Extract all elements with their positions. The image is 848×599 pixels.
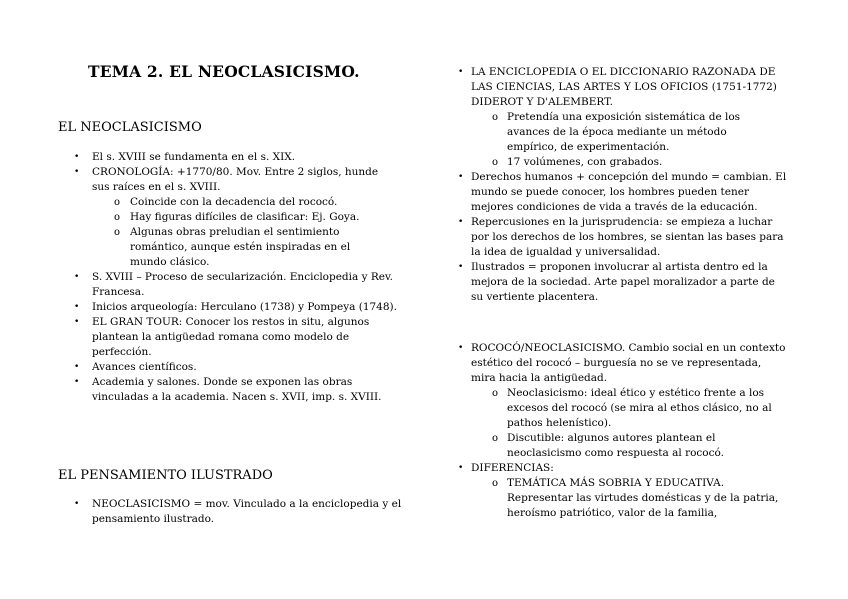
list-item: • DIFERENCIAS: bbox=[458, 461, 788, 476]
sub-list-item: o Algunas obras preludian el sentimiento romántico, aunque estén inspiradas en el mundo clásico. bbox=[114, 225, 403, 270]
page-title: TEMA 2. EL NEOCLASICISMO. bbox=[88, 62, 360, 81]
list-item: • Repercusiones en la jurisprudencia: se empieza a luchar por los derechos de los hombres, se sientan las bases para la idea de igualdad y universalidad. bbox=[458, 215, 788, 260]
section-pensamiento-list bbox=[58, 497, 403, 527]
list-item: • Ilustrados = proponen involucrar al artista dentro ed la mejora de la sociedad. Arte papel moralizador a parte de su vertiente placentera. bbox=[458, 260, 788, 305]
list-item: • S. XVIII – Proceso de secularización. Enciclopedia y Rev. Francesa. bbox=[58, 270, 403, 300]
rococo-neoclasicismo-list bbox=[458, 341, 788, 521]
section-heading-pensamiento-ilustrado: EL PENSAMIENTO ILUSTRADO bbox=[58, 468, 273, 483]
list-item: • EL GRAN TOUR: Conocer los restos in situ, algunos plantean la antigüedad romana como modelo de perfección. bbox=[58, 315, 403, 360]
enciclopedia-list bbox=[458, 65, 788, 305]
sub-list-item: o Hay figuras difíciles de clasificar: Ej. Goya. bbox=[114, 210, 403, 225]
sub-list-item: o Coincide con la decadencia del rococó. bbox=[114, 195, 403, 210]
list-item: • Derechos humanos + concepción del mundo = cambian. El mundo se puede conocer, los hombres pueden tener mejores condiciones de vida a través de la educación. bbox=[458, 170, 788, 215]
list-item: • ROCOCÓ/NEOCLASICISMO. Cambio social en un contexto estético del rococó – burguesía no se ve representada, mira hacia la antigüedad. bbox=[458, 341, 788, 386]
sub-list-item: o Discutible: algunos autores plantean el neoclasicismo como respuesta al rococó. bbox=[492, 431, 788, 461]
list-item: • Inicios arqueología: Herculano (1738) y Pompeya (1748). bbox=[58, 300, 403, 315]
list-item: • NEOCLASICISMO = mov. Vinculado a la enciclopedia y el pensamiento ilustrado. bbox=[58, 497, 403, 527]
sub-list-item: o Pretendía una exposición sistemática de los avances de la época mediante un método empírico, de experimentación. bbox=[492, 110, 788, 155]
list-item: • Academia y salones. Donde se exponen las obras vinculadas a la academia. Nacen s. XVII, imp. s. XVIII. bbox=[58, 375, 403, 405]
list-item: • Avances científicos. bbox=[58, 360, 403, 375]
list-item: • El s. XVIII se fundamenta en el s. XIX. bbox=[58, 150, 403, 165]
sub-list-item: o TEMÁTICA MÁS SOBRIA Y EDUCATIVA. Representar las virtudes domésticas y de la patria, heroísmo patriótico, valor de la familia, bbox=[492, 476, 788, 521]
list-item: • CRONOLOGÍA: +1770/80. Mov. Entre 2 siglos, hunde sus raíces en el s. XVIII. bbox=[58, 165, 403, 195]
sub-list-item: o 17 volúmenes, con grabados. bbox=[492, 155, 788, 170]
sub-list-item: o Neoclasicismo: ideal ético y estético frente a los excesos del rococó (se mira al ethos clásico, no al pathos helenístico). bbox=[492, 386, 788, 431]
section-heading-neoclasicismo: EL NEOCLASICISMO bbox=[58, 120, 202, 135]
list-item: • LA ENCICLOPEDIA O EL DICCIONARIO RAZONADA DE LAS CIENCIAS, LAS ARTES Y LOS OFICIOS (1751-1772) DIDEROT Y D'ALEMBERT. bbox=[458, 65, 788, 110]
section-neoclasicismo-list bbox=[58, 150, 403, 405]
